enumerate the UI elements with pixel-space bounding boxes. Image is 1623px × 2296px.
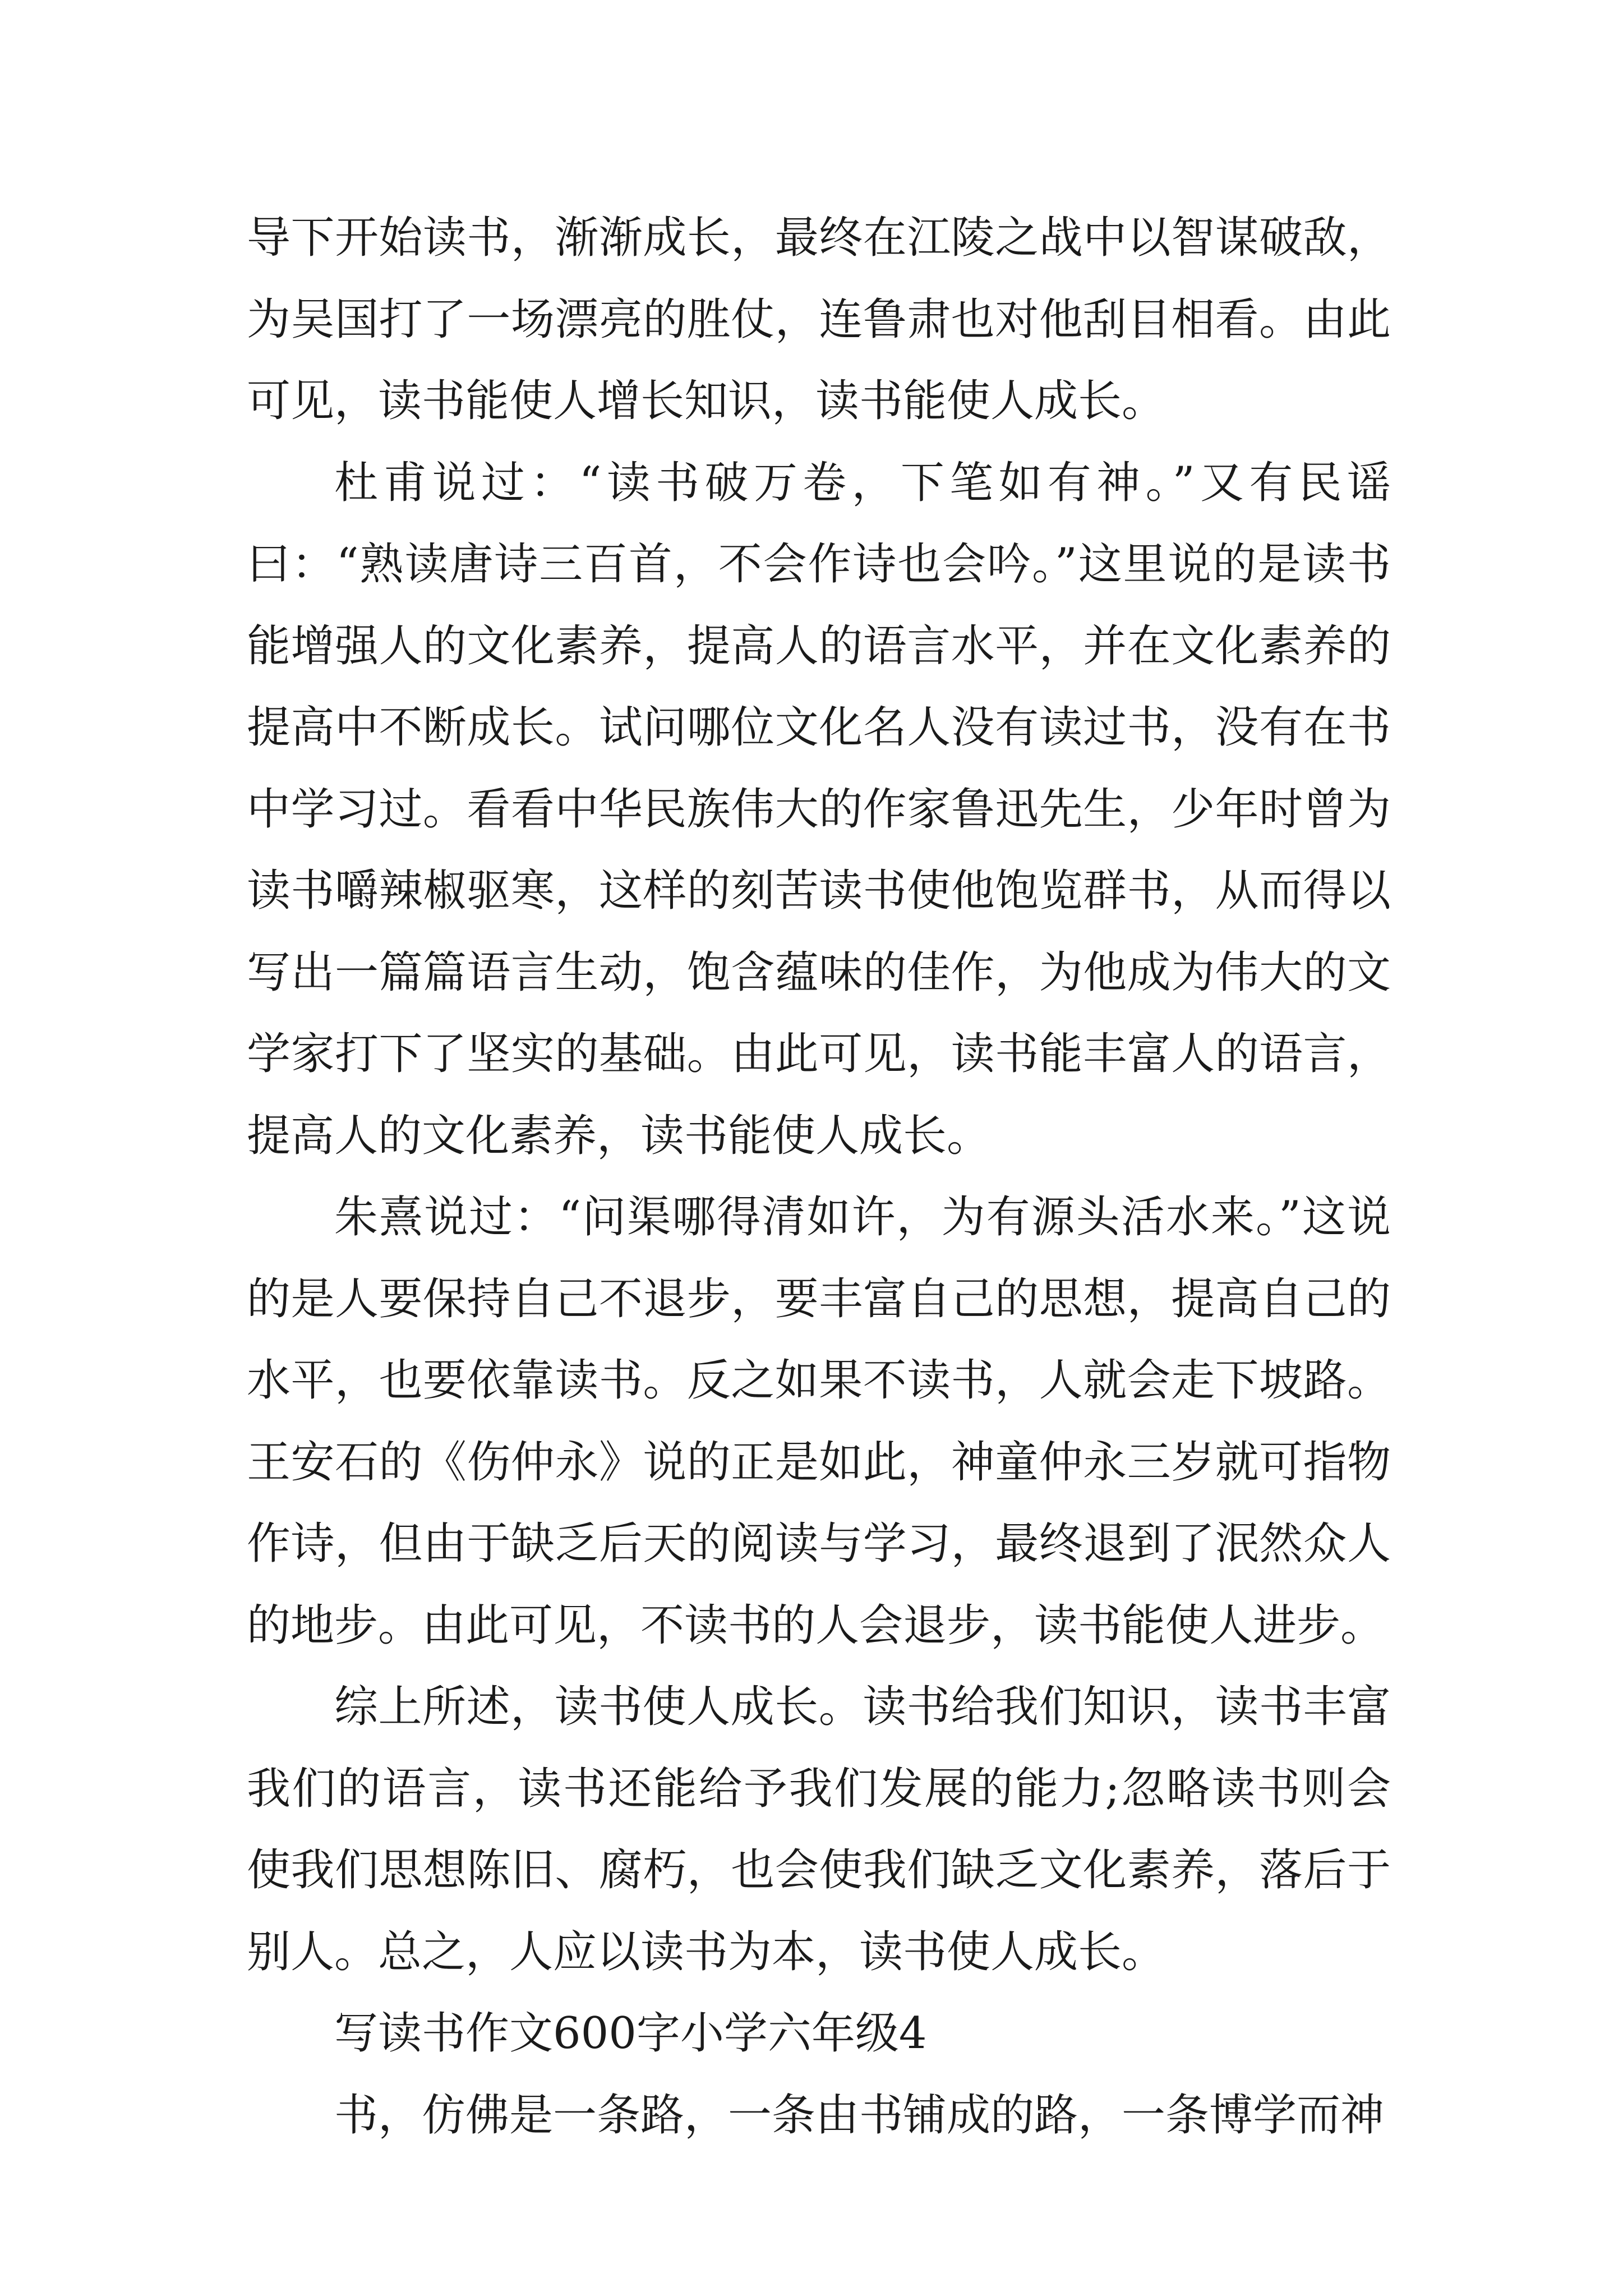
text-column <box>247 197 1391 2156</box>
paragraph-conclusion: 综上所述，读书使人成长。读书给我们知识，读书丰富我们的语言，读书还能给予我们发展的能力;忽略读书则会使我们思想陈旧、腐朽，也会使我们缺乏文化素养，落后于别人。总之，人应以读书为本，读书使人成长。 <box>247 1682 1391 1977</box>
paragraph-du-fu: 杜甫说过：“读书破万卷，下笔如有神。”又有民谣曰：“熟读唐诗三百首，不会作诗也会吟。”这里说的是读书能增强人的文化素养，提高人的语言水平，并在文化素养的提高中不断成长。试问哪位文化名人没有读过书，没有在书中学习过。看看中华民族伟大的作家鲁迅先生，少年时曾为读书嚼辣椒驱寒，这样的刻苦读书使他饱览群书，从而得以写出一篇篇语言生动，饱含蕴味的佳作，为他成为伟大的文学家打下了坚实的基础。由此可见，读书能丰富人的语言，提高人的文化素养，读书能使人成长。 <box>247 457 1391 1161</box>
paragraph-continuation: 导下开始读书，渐渐成长，最终在江陵之战中以智谋破敌，为吴国打了一场漂亮的胜仗，连鲁肃也对他刮目相看。由此可见，读书能使人增长知识，读书能使人成长。 <box>247 213 1391 426</box>
paragraph-new-essay-start: 书，仿佛是一条路，一条由书铺成的路，一条博学而神 <box>334 2090 1385 2141</box>
essay-heading: 写读书作文600字小学六年级4 <box>334 2008 927 2059</box>
paragraph-zhu-xi: 朱熹说过：“问渠哪得清如许，为有源头活水来。”这说的是人要保持自己不退步，要丰富自己的思想，提高自己的水平，也要依靠读书。反之如果不读书，人就会走下坡路。王安石的《伤仲永》说的正是如此，神童仲永三岁就可指物作诗，但由于缺乏后天的阅读与学习，最终退到了泯然众人的地步。由此可见，不读书的人会退步，读书能使人进步。 <box>247 1192 1391 1651</box>
